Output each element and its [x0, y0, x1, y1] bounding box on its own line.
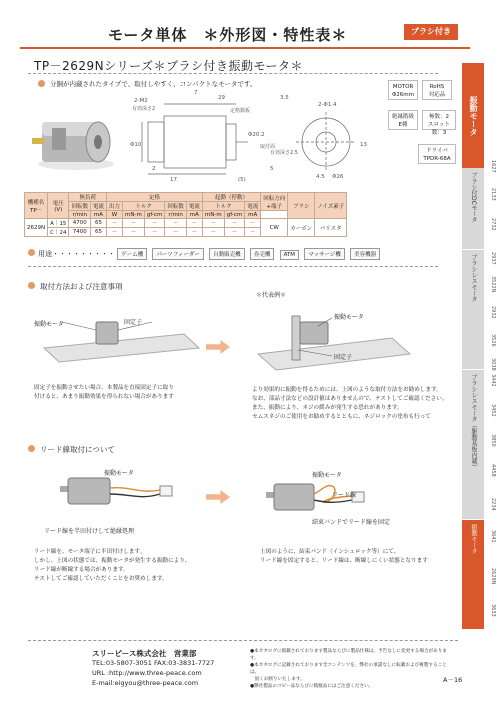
th-sub: 電流 — [245, 202, 261, 211]
label-fixer: 固定子 — [334, 354, 353, 361]
usage-chip: 券売機 — [250, 248, 275, 260]
dim-label: 4.5 — [316, 174, 325, 180]
nameplate-label: 定格銘板 — [230, 108, 251, 114]
company-url[interactable]: URL :http://www.three-peace.com — [92, 669, 202, 677]
dim-label: 有効深さ2.5 — [270, 150, 298, 156]
th-sub: 電流 — [186, 202, 202, 211]
lead-note-left: リード線を、モータ端子に半田付けします。 しかし、上図の状態では、振動モータが発生する振動により、 リード線が断線する場合があります。 テストしてご確認していただくことをお奨めします。 — [34, 549, 191, 582]
cell: － — [224, 219, 245, 228]
label-fixer: 固定子 — [124, 319, 143, 326]
th-voltage: 電圧 (V) — [48, 193, 69, 219]
cell: － — [224, 228, 245, 237]
th-unit: gf-cm — [224, 211, 245, 219]
company-tel: TEL:03-5807-3051 FAX:03-3831-7727 — [92, 659, 215, 667]
tab-brushed-dc[interactable]: ブラシ付DCモータ — [462, 168, 484, 250]
tab-model-number[interactable]: 1627 — [490, 160, 496, 173]
tab-model-number[interactable]: 2629N — [490, 568, 496, 585]
th-unit: gf-cm — [144, 211, 165, 219]
spec-rohs — [422, 80, 452, 100]
th-unit: W — [107, 211, 123, 219]
th-noise: ノイズ素子 — [315, 193, 347, 219]
spec-poles-slots — [422, 110, 456, 136]
lead-title: リード線取付について — [40, 445, 115, 454]
th-unit: r/min — [165, 211, 187, 219]
usage-chip: ゲーム機 — [117, 248, 147, 260]
intro-text: 分銅が内蔵されたタイプで、取付しやすく、コンパクトなモータです。 — [50, 80, 257, 88]
label-motor: 振動モータ — [334, 314, 364, 321]
th-sub: トルク — [202, 202, 244, 211]
spec-value: 対応品 — [428, 92, 446, 98]
cell: － — [144, 219, 165, 228]
tab-model-number[interactable]: 2937 — [490, 252, 496, 265]
spec-motor-size — [388, 80, 418, 100]
label-motor: 振動モータ — [34, 321, 64, 328]
dim-label: 有効深さ2 — [132, 106, 156, 112]
cell: － — [186, 228, 202, 237]
cell: － — [144, 228, 165, 237]
bullet-icon — [28, 445, 35, 452]
brush-type-tag: ブラシ付き — [404, 24, 458, 40]
company-email[interactable]: E-mail:eigyou@three-peace.com — [92, 679, 199, 687]
spec-value: E種 — [398, 122, 408, 128]
divider — [28, 73, 438, 74]
table-row — [25, 219, 347, 228]
tab-model-number[interactable]: 3038 — [490, 358, 496, 371]
tab-model-number[interactable]: 2133 — [490, 188, 496, 201]
footer-divider — [28, 640, 458, 641]
disclaimer-notes: ●本カタログに掲載されております製品ならびに製品仕様は、予告なしに変更する場合があります。 ●本カタログに記載されております全コンテンツを、弊社の承諾なしに転載および複製することは、 固くお断りいたします。 ●弊社製品のコピー品ならびに模倣品にはご注意ください。 — [250, 649, 447, 689]
th-sub: トルク — [123, 202, 165, 211]
mount-note-left: 固定子を振動させたい場合、本製品を直接固定子に取り 付けると、あまり振動効果を得られない場合があります — [34, 385, 174, 400]
cell: 65 — [91, 228, 107, 237]
tab-model-number[interactable]: 2932 — [490, 306, 496, 319]
dim-label: Φ10 — [130, 142, 142, 148]
label-lead: リード線 — [332, 492, 357, 499]
tab-vibration[interactable]: 振動モータ — [462, 520, 484, 630]
dim-label: 3.5 — [280, 95, 289, 101]
example-label: ＊代表例＊ — [256, 292, 287, 299]
cell-noise: バリスタ — [315, 219, 347, 237]
usage-label: 用途・・・・・・・・・ — [38, 250, 115, 258]
cell: － — [165, 219, 187, 228]
tab-model-number[interactable]: 3850 — [490, 434, 496, 447]
th-unit: mN-m — [202, 211, 224, 219]
cell-model: 2629N — [25, 219, 48, 237]
spec-label: MOTOR — [392, 84, 414, 90]
arrow-icon — [206, 490, 230, 504]
th-unit: mA — [186, 211, 202, 219]
page-number: A－16 — [443, 676, 463, 684]
usage-chip: マッサージ機 — [304, 248, 345, 260]
header-rule — [20, 47, 470, 49]
cell: 4700 — [69, 219, 91, 228]
spec-label: ドライバ — [426, 148, 448, 154]
th-sub: 回転数 — [165, 202, 187, 211]
spec-driver — [418, 144, 456, 164]
tab-model-number[interactable]: 3452 — [490, 404, 496, 417]
cell: － — [202, 219, 224, 228]
spec-table — [24, 192, 347, 237]
cell-voltage: A｜15 — [48, 219, 69, 228]
mount-note-right: より効果的に振動を得るためには、上図のような取付方法をお勧めします。 なお、部品寸法などの設計値はありませんので、テストしてご確認ください。 また、振動により、ネジの緩みが発生する恐れがあります。 セムスネジのご使用をお勧めするとともに、ネジロックの塗布も行って — [252, 387, 448, 420]
tab-model-number[interactable]: 4458 — [490, 464, 496, 477]
dim-label: Φ26 — [332, 174, 344, 180]
tab-brushless[interactable]: ブラシレスモータ — [462, 250, 484, 370]
dim-label: 取付面 — [260, 144, 276, 150]
dim-label: Φ20.2 — [248, 132, 265, 138]
bullet-icon — [28, 249, 35, 256]
tab-model-number[interactable]: 2732 — [490, 218, 496, 231]
label-motor: 振動モータ — [312, 472, 342, 479]
cell: － — [186, 219, 202, 228]
cell: － — [107, 228, 123, 237]
tab-model-number[interactable]: 3526 — [490, 334, 496, 347]
th-sub: 電流 — [91, 202, 107, 211]
th-no-load: 無負荷 — [69, 193, 107, 202]
cell: － — [165, 228, 187, 237]
th-start: 起動（停動） — [202, 193, 260, 202]
dim-label: 17 — [170, 177, 177, 182]
cell: 65 — [91, 219, 107, 228]
cell: － — [123, 228, 145, 237]
tab-model-number[interactable]: 3633 — [490, 604, 496, 617]
mount-good-illustration — [252, 296, 422, 380]
cell: － — [202, 228, 224, 237]
th-direction: 回転方向 +端子 — [261, 193, 288, 211]
company-name: スリーピース株式会社 営業部 — [92, 649, 197, 658]
cell-voltage: C｜24 — [48, 228, 69, 237]
th-model: 機種名 TP－ — [25, 193, 48, 219]
th-sub: 出力 — [107, 202, 123, 211]
label-motor: 振動モータ — [104, 470, 134, 477]
arrow-icon — [206, 340, 230, 354]
th-unit: r/min — [69, 211, 91, 219]
th-rated: 定格 — [107, 193, 203, 202]
dimension-drawing — [120, 86, 382, 182]
spec-value: Φ26mm — [391, 92, 415, 98]
bullet-icon — [28, 282, 35, 289]
spec-label: 絶縁階級 — [391, 114, 414, 120]
dim-label: 2-M2 — [134, 98, 148, 104]
tab-model-number[interactable]: 3641 — [490, 530, 496, 543]
dim-label: (5) — [238, 177, 246, 182]
cell-brush: カーボン — [288, 219, 315, 237]
label-band: 結束バンドでリード線を固定 — [312, 519, 391, 526]
tab-brushless-driver[interactable]: ブラシレスモータ（駆動基板内蔵） — [462, 370, 484, 520]
lead-bad-illustration — [50, 470, 200, 520]
th-unit: mN-m — [123, 211, 145, 219]
label-solder: リード線を半田付けして絶縁処理 — [44, 528, 135, 535]
motor-photo — [28, 108, 120, 176]
cell: － — [245, 228, 261, 237]
sidebar-category-label: 振動モータ — [462, 63, 484, 168]
spec-value: TPDR-68A — [423, 156, 451, 162]
usage-chip: 美容機器 — [350, 248, 380, 260]
tab-model-number[interactable]: 2234 — [490, 498, 496, 511]
page-title: モータ単体 ＊外形図・特性表＊ — [108, 26, 348, 44]
th-unit: mA — [245, 211, 261, 219]
usage-chip: 自動販売機 — [209, 248, 245, 260]
dim-label: 2 — [152, 166, 156, 172]
usage-row — [38, 248, 383, 260]
spec-insulation — [388, 110, 418, 130]
mount-bad-illustration — [34, 300, 204, 378]
cell-direction: CW — [261, 219, 288, 237]
spec-label: 極数：2 — [429, 114, 449, 120]
dim-label: 13 — [360, 142, 367, 148]
usage-chip: パーツフィーダー — [152, 248, 203, 260]
mount-title: 取付方法および注意事項 — [40, 282, 123, 291]
dim-label: 7 — [194, 90, 198, 96]
divider — [28, 266, 438, 267]
cell: － — [245, 219, 261, 228]
dim-label: 2-Φ1.4 — [318, 102, 337, 108]
spec-label: RoHS — [429, 84, 445, 90]
usage-chip: ATM — [280, 250, 299, 260]
tab-model-number[interactable]: 3522N — [490, 276, 496, 293]
th-sub: 回転数 — [69, 202, 91, 211]
tab-model-number[interactable]: 3442 — [490, 374, 496, 387]
cell: － — [107, 219, 123, 228]
dim-label: 5 — [270, 166, 274, 172]
spec-value: スロット数：3 — [428, 122, 450, 136]
lead-note-right: 上図のように、結束バンド（インシュロック等）にて、 リード線を固定すると、リード線は、断線しにくい状態となります — [260, 549, 428, 564]
th-brush: ブラシ — [288, 193, 315, 219]
series-title: TP－2629Nシリーズ＊ブラシ付き振動モータ＊ — [34, 59, 304, 73]
dim-label: 29 — [218, 95, 225, 101]
th-unit: mA — [91, 211, 107, 219]
cell: － — [123, 219, 145, 228]
bullet-icon — [38, 80, 45, 87]
cell: 7400 — [69, 228, 91, 237]
